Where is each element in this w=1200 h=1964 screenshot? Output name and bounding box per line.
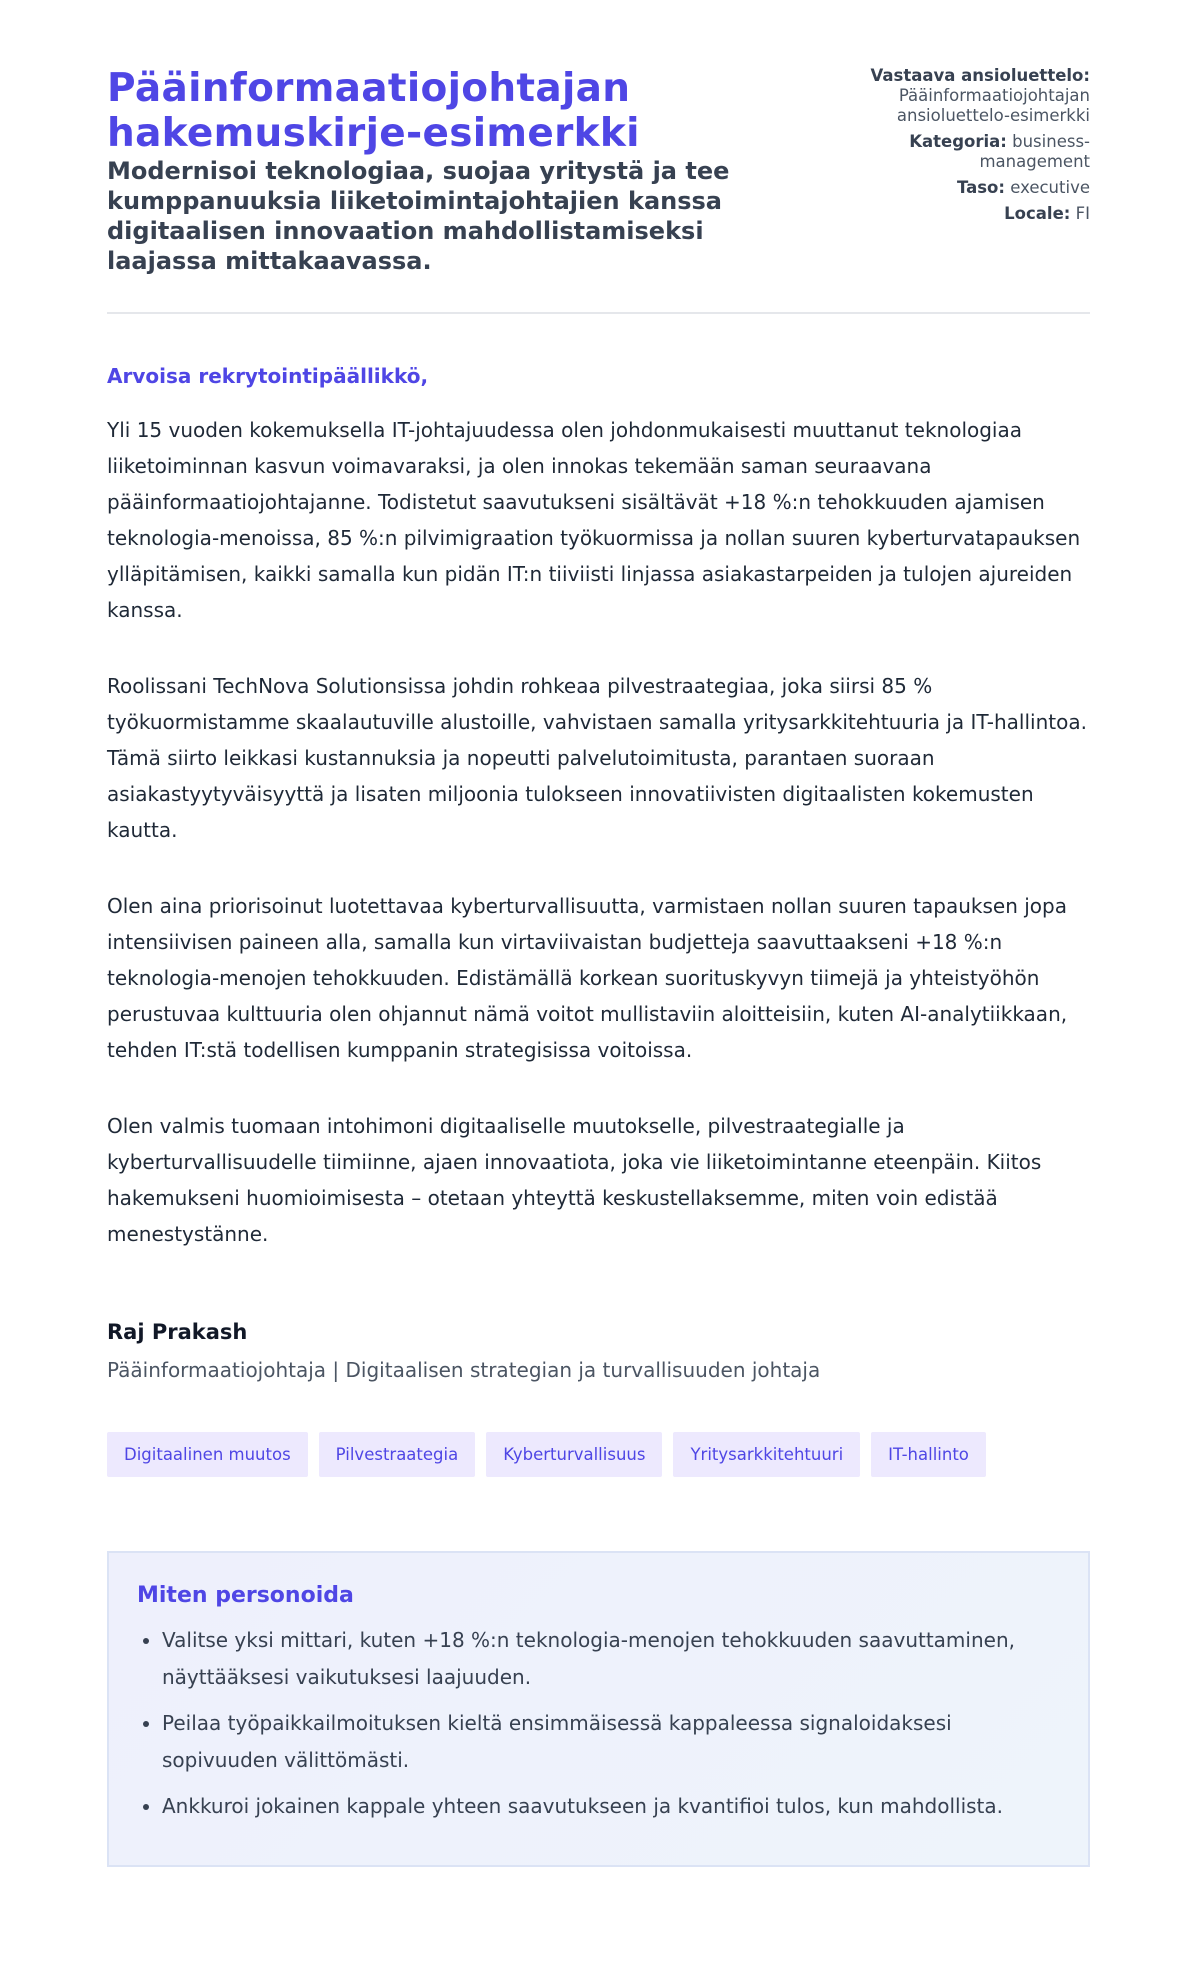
tips-title: Miten personoida [137,1583,354,1608]
meta-level [870,178,1090,198]
title-block [107,66,807,276]
letter-paragraph: Yli 15 vuoden kokemuksella IT-johtajuudessa olen johdonmukaisesti muuttanut teknologiaa liiketoiminnan kasvun voimavaraksi, ja olen innokas tekemään saman seuraavana pääinformaatiojohtajanne. Todistetut saavutukseni sisältävät +18 %:n tehokkuuden ajamisen teknologia-menoissa, 85 %:n pilvimigraation työkuormissa ja nollan suuren kyberturvatapauksen ylläpitämisen, kaikki samalla kun pidän IT:n tiiviisti linjassa asiakastarpeiden ja tulojen ajureiden kanssa. [107,418,1081,622]
signature-role: Pääinformaatiojohtaja | Digitaalisen strategian ja turvallisuuden johtaja [107,1358,821,1382]
meta-resume [870,66,1090,126]
letter-paragraph: Olen valmis tuomaan intohimoni digitaaliselle muutokselle, pilvestraategialle ja kyberturvallisuudelle tiimiinne, ajaen innovaatiota, joka vie liiketoimintanne eteenpäin. Kiitos hakemukseni huomioimisesta – otetaan yhteyttä keskustellaksemme, miten voin edistää menestystänne. [107,1114,1042,1246]
tip-item: • Valitse yksi mittari, kuten +18 %:n teknologia-menojen tehokkuuden saavuttaminen, näyttääksesi vaikutuksesi laajuuden. [162,1622,1060,1696]
meta-resume-value: Pääinformaatiojohtajan ansioluettelo-esimerkki [896,86,1090,125]
header [107,66,1090,276]
signature-name: Raj Prakash [107,1320,248,1344]
skill-tag: Digitaalinen muutos [107,1432,308,1477]
letter-paragraph: Roolissani TechNova Solutionsissa johdin rohkeaa pilvestraategiaa, joka siirsi 85 % työkuormistamme skaalautuville alustoille, vahvistaen samalla yritysarkkitehtuuria ja IT-hallintoa. Tämä siirto leikkasi kustannuksia ja nopeutti palvelutoimitusta, parantaen suoraan asiakastyytyväisyyttä ja lisaten miljoonia tulokseen innovatiivisten digitaalisten kokemusten kautta. [107,674,1087,842]
divider [107,312,1090,314]
tips-list [137,1622,1060,1825]
tip-item: • Peilaa työpaikkailmoituksen kieltä ensimmäisessä kappaleessa signaloidaksesi sopivuuden välittömästi. [162,1705,1060,1779]
page-subtitle: Modernisoi teknologiaa, suojaa yritystä ja tee kumppanuuksia liiketoimintajohtajien kanssa digitaalisen innovaation mahdollistamiseksi laajassa mittakaavassa. [107,157,730,275]
title-line-2: hakemuskirje-esimerkki [107,111,640,156]
meta-panel [870,66,1090,230]
meta-category [870,132,1090,172]
page-title [107,66,807,156]
meta-level-value: executive [1010,178,1090,197]
meta-locale [870,204,1090,224]
meta-resume-label: Vastaava ansioluettelo: [870,66,1090,85]
greeting: Arvoisa rekrytointipäällikkö, [107,364,429,388]
meta-locale-label: Locale: [1004,204,1071,223]
personalization-tips [107,1551,1090,1867]
skill-tag: Kyberturvallisuus [486,1432,662,1477]
skill-tag: IT-hallinto [871,1432,986,1477]
skill-tag: Pilvestraategia [319,1432,476,1477]
meta-category-value: business-management [979,132,1090,171]
cover-letter-page [107,66,1090,1867]
meta-locale-value: FI [1075,204,1090,223]
letter-paragraph: Olen aina priorisoinut luotettavaa kyberturvallisuutta, varmistaen nollan suuren tapauksen jopa intensiivisen paineen alla, samalla kun virtaviivaistan budjetteja saavuttaakseni +18 %:n teknologia-menojen tehokkuuden. Edistämällä korkean suorituskyvyn tiimejä ja yhteistyöhön perustuvaa kulttuuria olen ohjannut nämä voitot mullistaviin aloitteisiin, kuten AI-analytiikkaan, tehden IT:stä todellisen kumppanin strategisissa voitoissa. [107,894,1068,1062]
meta-category-label: Kategoria: [909,132,1007,151]
skill-tag: Yritysarkkitehtuuri [673,1432,860,1477]
tip-item: • Ankkuroi jokainen kappale yhteen saavutukseen ja kvantifioi tulos, kun mahdollista. [162,1788,1060,1825]
skill-tags [107,1432,1090,1477]
meta-level-label: Taso: [956,178,1005,197]
title-line-1: Pääinformaatiojohtajan [107,66,631,111]
